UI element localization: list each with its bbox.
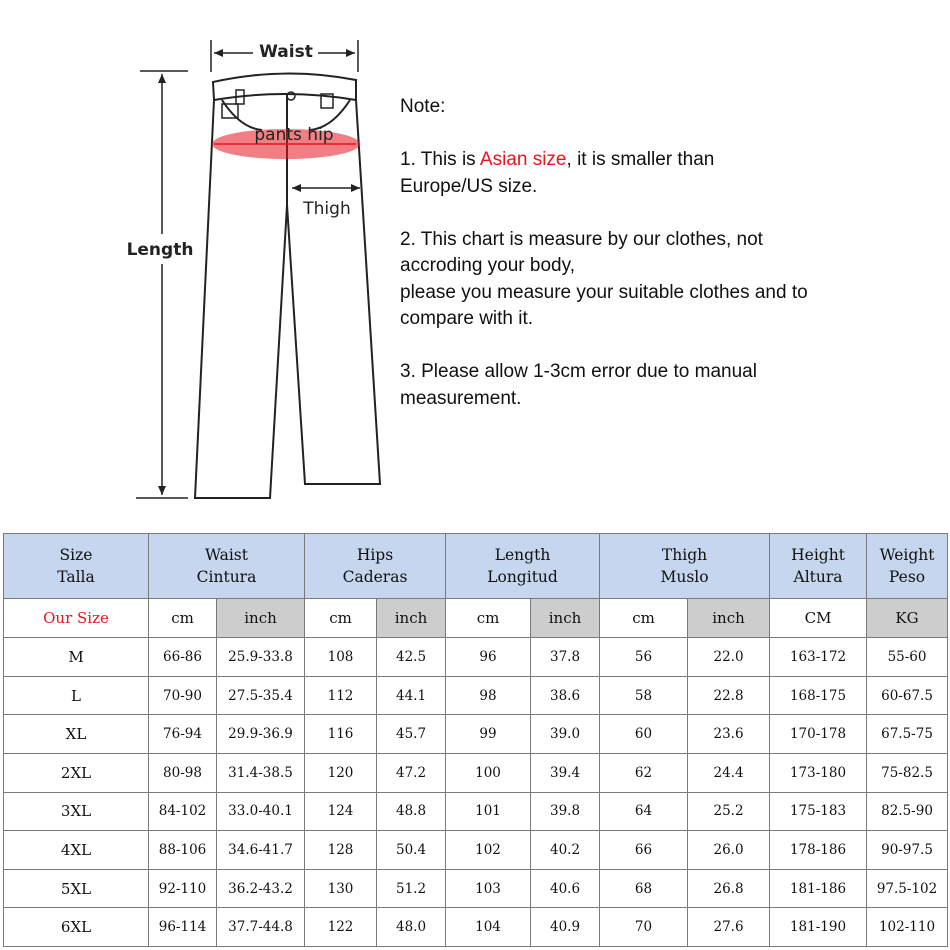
value-cell: 67.5-75: [867, 715, 948, 754]
size-cell: 2XL: [4, 753, 149, 792]
value-cell: 36.2-43.2: [217, 869, 305, 908]
table-row: [4, 831, 948, 870]
note-heading: Note:: [400, 96, 446, 117]
value-cell: 173-180: [770, 753, 867, 792]
value-cell: 22.8: [688, 676, 770, 715]
value-cell: 112: [305, 676, 377, 715]
value-cell: 82.5-90: [867, 792, 948, 831]
size-cell: 5XL: [4, 869, 149, 908]
value-cell: 48.0: [377, 908, 446, 947]
unit-cell: inch: [377, 599, 446, 638]
size-notes: [400, 94, 940, 439]
note-1: [400, 147, 940, 200]
value-cell: 37.8: [531, 638, 600, 677]
unit-cell: cm: [149, 599, 217, 638]
header-size: Size Talla: [4, 534, 149, 599]
our-size-label: Our Size: [4, 599, 149, 638]
note-2-line1: 2. This chart is measure by our clothes, not: [400, 228, 763, 250]
value-cell: 25.2: [688, 792, 770, 831]
value-cell: 58: [600, 676, 688, 715]
note-2-line2: accroding your body,: [400, 255, 575, 276]
value-cell: 90-97.5: [867, 831, 948, 870]
unit-cell: cm: [600, 599, 688, 638]
value-cell: 55-60: [867, 638, 948, 677]
value-cell: 38.6: [531, 676, 600, 715]
size-cell: 6XL: [4, 908, 149, 947]
value-cell: 66-86: [149, 638, 217, 677]
value-cell: 102: [446, 831, 531, 870]
note-1-suffix: , it is smaller than: [566, 149, 715, 170]
value-cell: 170-178: [770, 715, 867, 754]
value-cell: 39.0: [531, 715, 600, 754]
value-cell: 75-82.5: [867, 753, 948, 792]
length-dimension: [127, 71, 194, 498]
value-cell: 27.5-35.4: [217, 676, 305, 715]
size-cell: M: [4, 638, 149, 677]
value-cell: 108: [305, 638, 377, 677]
note-1-line2: Europe/US size.: [400, 175, 538, 197]
thigh-dimension: [292, 188, 360, 219]
waist-dimension: [211, 40, 358, 72]
length-label: Length: [126, 240, 194, 260]
table-row: [4, 753, 948, 792]
header-thigh: Thigh Muslo: [600, 534, 770, 599]
size-cell: 4XL: [4, 831, 149, 870]
size-chart-table: [3, 533, 948, 947]
value-cell: 29.9-36.9: [217, 715, 305, 754]
unit-row: [4, 599, 948, 638]
value-cell: 116: [305, 715, 377, 754]
value-cell: 22.0: [688, 638, 770, 677]
value-cell: 68: [600, 869, 688, 908]
value-cell: 33.0-40.1: [217, 792, 305, 831]
value-cell: 124: [305, 792, 377, 831]
value-cell: 34.6-41.7: [217, 831, 305, 870]
value-cell: 168-175: [770, 676, 867, 715]
header-row: [4, 534, 948, 599]
value-cell: 76-94: [149, 715, 217, 754]
value-cell: 37.7-44.8: [217, 908, 305, 947]
note-2: [400, 227, 940, 333]
value-cell: 42.5: [377, 638, 446, 677]
value-cell: 88-106: [149, 831, 217, 870]
value-cell: 44.1: [377, 676, 446, 715]
hip-indicator: [212, 125, 360, 159]
value-cell: 175-183: [770, 792, 867, 831]
header-length: Length Longitud: [446, 534, 600, 599]
note-3-line2: measurement.: [400, 387, 522, 409]
value-cell: 50.4: [377, 831, 446, 870]
value-cell: 60-67.5: [867, 676, 948, 715]
value-cell: 45.7: [377, 715, 446, 754]
value-cell: 64: [600, 792, 688, 831]
note-3-line1: 3. Please allow 1-3cm error due to manual: [400, 361, 757, 382]
header-hips: Hips Caderas: [305, 534, 446, 599]
value-cell: 23.6: [688, 715, 770, 754]
value-cell: 103: [446, 869, 531, 908]
value-cell: 98: [446, 676, 531, 715]
value-cell: 70-90: [149, 676, 217, 715]
table-row: [4, 792, 948, 831]
note-3: [400, 359, 940, 412]
waist-label: Waist: [259, 42, 313, 62]
value-cell: 102-110: [867, 908, 948, 947]
value-cell: 99: [446, 715, 531, 754]
header-weight: Weight Peso: [867, 534, 948, 599]
note-2-line3: please you measure your suitable clothes and to: [400, 281, 808, 303]
value-cell: 96: [446, 638, 531, 677]
value-cell: 24.4: [688, 753, 770, 792]
header-waist: Waist Cintura: [149, 534, 305, 599]
value-cell: 128: [305, 831, 377, 870]
unit-cell: CM: [770, 599, 867, 638]
value-cell: 31.4-38.5: [217, 753, 305, 792]
value-cell: 40.9: [531, 908, 600, 947]
value-cell: 25.9-33.8: [217, 638, 305, 677]
value-cell: 48.8: [377, 792, 446, 831]
unit-cell: inch: [688, 599, 770, 638]
value-cell: 51.2: [377, 869, 446, 908]
value-cell: 92-110: [149, 869, 217, 908]
value-cell: 122: [305, 908, 377, 947]
value-cell: 62: [600, 753, 688, 792]
value-cell: 40.6: [531, 869, 600, 908]
table-row: [4, 869, 948, 908]
value-cell: 47.2: [377, 753, 446, 792]
table-row: [4, 908, 948, 947]
size-cell: 3XL: [4, 792, 149, 831]
value-cell: 96-114: [149, 908, 217, 947]
value-cell: 40.2: [531, 831, 600, 870]
value-cell: 26.0: [688, 831, 770, 870]
value-cell: 97.5-102: [867, 869, 948, 908]
value-cell: 60: [600, 715, 688, 754]
value-cell: 27.6: [688, 908, 770, 947]
value-cell: 130: [305, 869, 377, 908]
value-cell: 70: [600, 908, 688, 947]
table-row: [4, 715, 948, 754]
value-cell: 39.4: [531, 753, 600, 792]
unit-cell: inch: [217, 599, 305, 638]
value-cell: 104: [446, 908, 531, 947]
note-2-line4: compare with it.: [400, 308, 534, 329]
value-cell: 163-172: [770, 638, 867, 677]
note-1-prefix: 1. This is: [400, 149, 480, 170]
pants-hip-label: pants hip: [254, 125, 334, 145]
value-cell: 56: [600, 638, 688, 677]
value-cell: 26.8: [688, 869, 770, 908]
value-cell: 80-98: [149, 753, 217, 792]
value-cell: 101: [446, 792, 531, 831]
value-cell: 39.8: [531, 792, 600, 831]
size-cell: XL: [4, 715, 149, 754]
value-cell: 178-186: [770, 831, 867, 870]
size-cell: L: [4, 676, 149, 715]
value-cell: 84-102: [149, 792, 217, 831]
note-1-highlight: Asian size: [479, 149, 567, 170]
header-height: Height Altura: [770, 534, 867, 599]
unit-cell: cm: [305, 599, 377, 638]
value-cell: 181-186: [770, 869, 867, 908]
table-row: [4, 676, 948, 715]
unit-cell: cm: [446, 599, 531, 638]
value-cell: 120: [305, 753, 377, 792]
value-cell: 181-190: [770, 908, 867, 947]
value-cell: 100: [446, 753, 531, 792]
value-cell: 66: [600, 831, 688, 870]
unit-cell: KG: [867, 599, 948, 638]
table-row: [4, 638, 948, 677]
thigh-label: Thigh: [303, 199, 351, 219]
unit-cell: inch: [531, 599, 600, 638]
